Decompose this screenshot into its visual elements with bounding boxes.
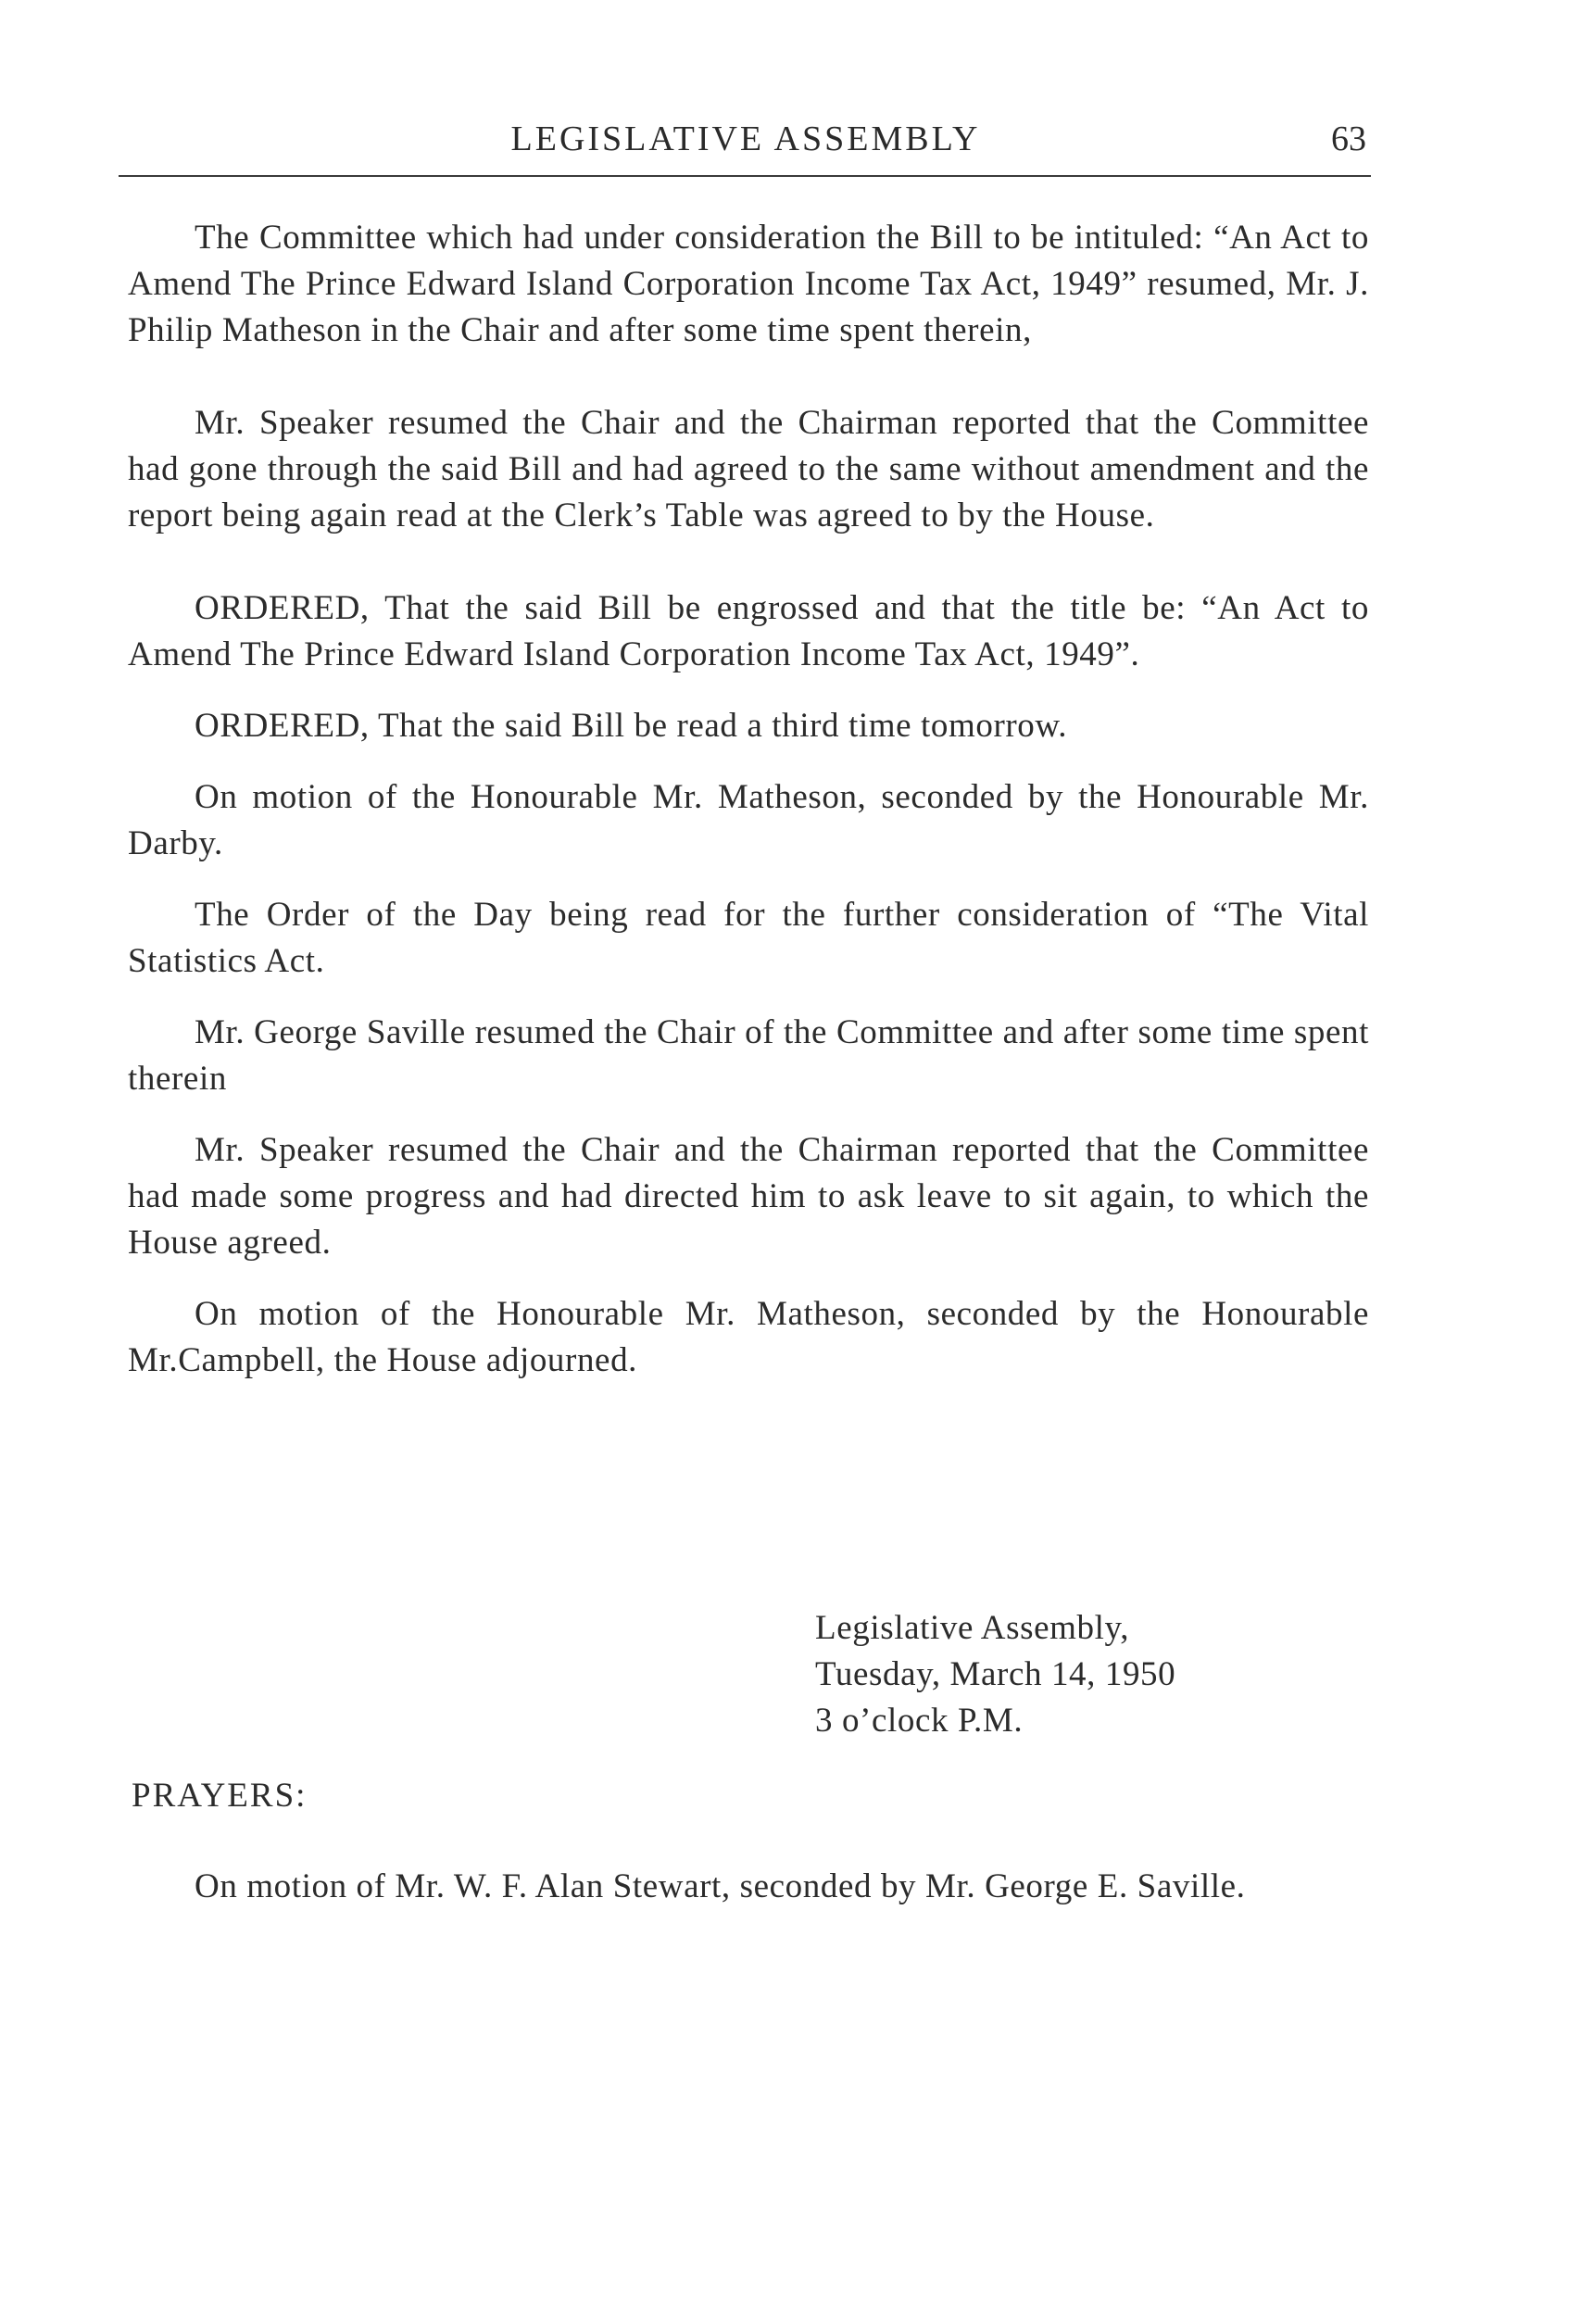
dateline-time: 3 o’clock P.M. xyxy=(815,1702,1024,1740)
final-text xyxy=(128,1864,1369,1910)
paragraph-ordered-third-reading: ORDERED, That the said Bill be read a third time tomorrow. xyxy=(195,707,1068,745)
header-title: LEGISLATIVE ASSEMBLY xyxy=(510,119,981,158)
page-header xyxy=(125,119,1366,174)
body-text xyxy=(128,215,1369,1384)
paragraph-ordered-engrossed: ORDERED, That the said Bill be engrossed and that the title be: “An Act to Amend The Prince Edward Island Corporation Income Tax Act, 1949”. xyxy=(128,589,1369,673)
paragraph-motion-darby: On motion of the Honourable Mr. Matheson, seconded by the Honourable Mr. Darby. xyxy=(128,778,1369,862)
prayers-heading: PRAYERS: xyxy=(132,1777,308,1815)
paragraph-speaker-progress: Mr. Speaker resumed the Chair and the Chairman reported that the Committee had made some progress and had directed him to ask leave to sit again, to which the House agreed. xyxy=(128,1131,1369,1262)
dateline-assembly: Legislative Assembly, xyxy=(815,1609,1130,1647)
paragraph-speaker-report: Mr. Speaker resumed the Chair and the Chairman reported that the Committee had gone through the said Bill and had agreed to the same without amendment and the report being again read at the Clerk’s Table was agreed to by the House. xyxy=(128,404,1369,534)
dateline-date: Tuesday, March 14, 1950 xyxy=(815,1655,1176,1693)
page-number: 63 xyxy=(1331,119,1366,158)
paragraph-committee-resumed: The Committee which had under consideration the Bill to be intituled: “An Act to Amend The Prince Edward Island Corporation Income Tax Act, 1949” resumed, Mr. J. Philip Matheson in the Chair and after some time spent therein, xyxy=(128,219,1369,349)
sitting-dateline xyxy=(815,1605,1175,1744)
paragraph-saville-chair: Mr. George Saville resumed the Chair of the Committee and after some time spent therein xyxy=(128,1013,1369,1098)
paragraph-motion-stewart: On motion of Mr. W. F. Alan Stewart, seconded by Mr. George E. Saville. xyxy=(195,1867,1246,1905)
paragraph-order-of-day: The Order of the Day being read for the further consideration of “The Vital Statistics Act. xyxy=(128,896,1369,980)
header-rule xyxy=(119,175,1371,177)
paragraph-house-adjourned: On motion of the Honourable Mr. Matheson, seconded by the Honourable Mr.Campbell, the House adjourned. xyxy=(128,1295,1369,1379)
